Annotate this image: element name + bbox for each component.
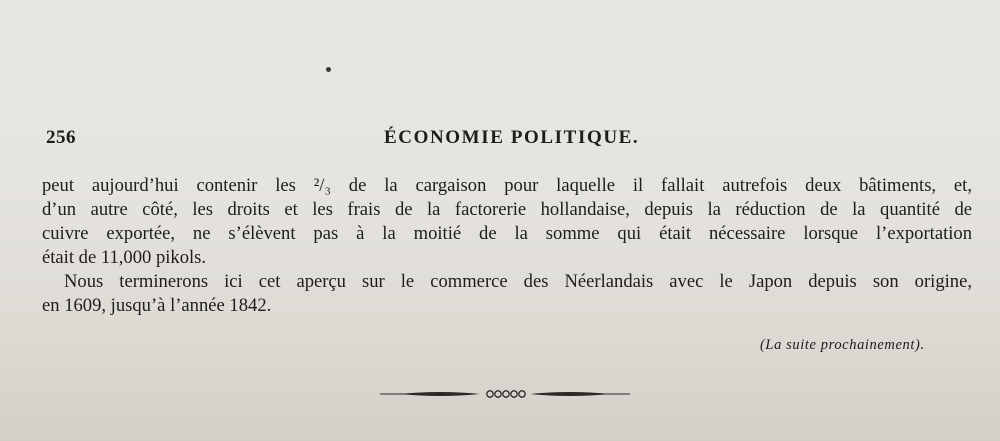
text-line-1: peut aujourd’hui contenir les ²/₃ de la cargaison pour laquelle il fallait autrefois deux bâtiments, et, — [42, 175, 972, 196]
text-line-6: en 1609, jusqu’à l’année 1842. — [42, 295, 272, 316]
text-line-4: était de 11,000 pikols. — [42, 247, 207, 268]
continuation-note: (La suite prochainement). — [760, 337, 925, 353]
text-line-5: Nous terminerons ici cet aperçu sur le commerce des Néerlandais avec le Japon depuis son origine, — [64, 271, 972, 292]
page-number: 256 — [46, 127, 76, 148]
body-text — [42, 174, 972, 318]
ornament-divider — [380, 386, 630, 402]
text-line-2: d’un autre côté, les droits et les frais de la factorerie hollandaise, depuis la réduction de la quantité de — [42, 199, 972, 220]
running-title: ÉCONOMIE POLITIQUE. — [384, 127, 640, 148]
text-line-3: cuivre exportée, ne s’élèvent pas à la moitié de la somme qui était nécessaire lorsque l’exportation — [42, 223, 972, 244]
running-head — [0, 127, 1000, 151]
ink-speck — [326, 67, 331, 72]
